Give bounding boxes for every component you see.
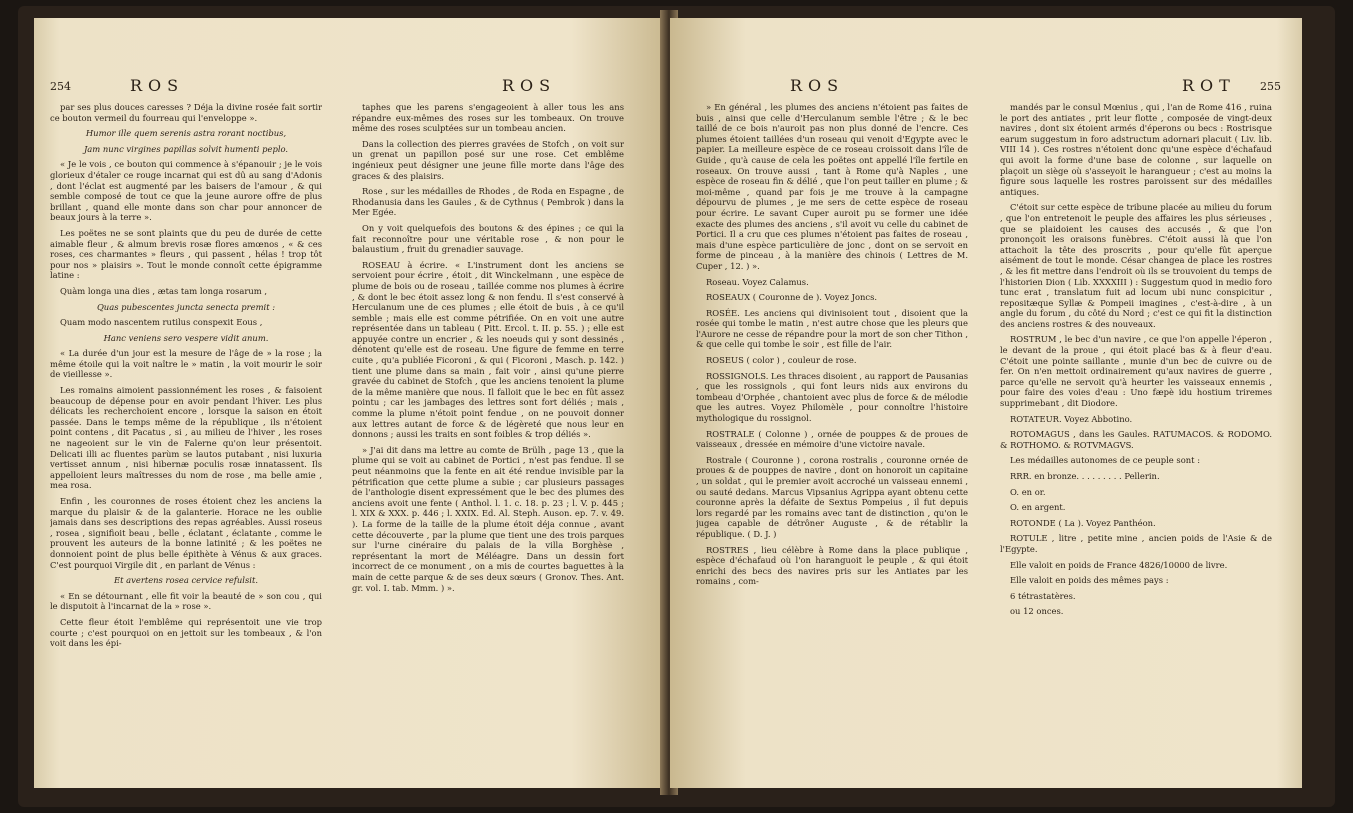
right-column-2 (1000, 102, 1272, 780)
paragraph: Roseau. Voyez Calamus. (706, 276, 809, 287)
paragraph: Quàm longa una dies , ætas tam longa rosarum , (60, 285, 267, 296)
paragraph: Les romains aimoient passionnément les roses , & faisoient beaucoup de dépense pour en avoir pendant l'hiver. Les plus délicats les recherchoient encore , lorsque la saison en étoit passée. Dans le temps même de la république , ils n'étoient point contens , dit Pacatus , si , au milieu de l'hiver , les roses ne nageoient sur le vin de Falerne qu'on leur présentoit. Delicati illi ac fluentes parùm se lautos putabant , nisi luxuria vertisset annum , nisi hibernæ poculis rosæ innatassent. Ils appelloient leurs maîtresses du nom de rose , ma belle amie , mea rosa. (50, 385, 322, 491)
right-page (670, 18, 1302, 788)
paragraph: ROSEUS ( color ) , couleur de rose. (706, 355, 857, 366)
paragraph: ROTATEUR. Voyez Abbotino. (1010, 413, 1133, 424)
paragraph: O. en argent. (1010, 502, 1066, 513)
left-page-number: 254 (50, 80, 71, 93)
paragraph: « La durée d'un jour est la mesure de l'âge de » la rose ; la même étoile qui la voit naître le » matin , la voit mourir le soir de vieillesse ». (50, 348, 322, 380)
paragraph: 6 tétrastatères. (1010, 590, 1076, 601)
paragraph: ROSTRUM , le bec d'un navire , ce que l'on appelle l'éperon , le devant de la proue , qui étoit placé bas & à fleur d'eau. C'étoit une pointe saillante , munie d'un bec de cuivre ou de fer. On n'en mettoit ordinairement qu'aux navires de guerre , parce qu'elle ne servoit qu'à heurter les vaisseaux ennemis , pour faire des voies d'eau : Uno fæpè idu hostium triremes supprimebant , dit Diodore. (1000, 334, 1272, 409)
paragraph: « En se détournant , elle fit voir la beauté de » son cou , qui le disputoit à l'incarnat de la » rose ». (50, 590, 322, 612)
paragraph: ou 12 onces. (1010, 606, 1064, 617)
paragraph: ROSEAU à écrire. « L'instrument dont les anciens se servoient pour écrire , étoit , dit Winckelmann , une espèce de plume de bois ou de roseau , taillée comme nos plumes à écrire , & dont le bec étoit assez long & non fendu. Il s'est conservé à Herculanum une de ces plumes ; elle étoit de buis , à ce qu'il semble ; mais elle est comme pétrifiée. On en voit une autre représentée dans un tableau ( Pitt. Ercol. t. II. p. 55. ) ; elle est appuyée contre un encrier , & les noeuds qui y sont dessinés , dénotent qu'elle est de roseau. Une figure de femme en terre cuite , qu'a publiée Ficoroni , & qui ( Ficoroni , Masch. p. 142. ) tient une plume dans sa main , fait voir , ainsi qu'une pierre gravée du cabinet de Stofch , que les anciens tenoient la plume de la même manière que nous. Il falloit que le bec en fût assez pointu ; car les jambages des lettres sont fort déliés ; mais , comme la plume n'étoit point fendue , on ne pouvoit donner aux lettres autant de force & de légèreté que nous leur en donnons ; aussi les traits en sont foibles & trop déliés ». (352, 259, 624, 440)
paragraph: Enfin , les couronnes de roses étoient chez les anciens la marque du plaisir & de la galanterie. Horace ne les oublie jamais dans ses descriptions des repas agréables. Aussi roseus , rosea , signifioit beau , belle , éclatant , éclatante , comme le prouvent les auteurs de la bonne latinité ; & les poëtes ne donnoient point de plus belle épithète à Vénus & aux graces. C'est pourquoi Virgile dit , en parlant de Vénus : (50, 496, 322, 570)
paragraph: ROTOMAGUS , dans les Gaules. RATUMACOS. & RODOMO. & ROTHOMO. & ROTVMAGVS. (1000, 429, 1272, 450)
paragraph: ROSTRALE ( Colonne ) , ornée de pouppes & de proues de vaisseaux , dressée en mémoire d'une victoire navale. (696, 428, 968, 450)
paragraph: Cette fleur étoit l'emblême qui représentoit une vie trop courte ; c'est pourquoi on en jettoit sur les tombeaux , & l'on voit dans les épi- (50, 616, 322, 649)
left-running-head-left: ROS (130, 76, 185, 95)
paragraph: ROSEAUX ( Couronne de ). Voyez Joncs. (706, 292, 878, 303)
paragraph: mandés par le consul Mœnius , qui , l'an de Rome 416 , ruina le port des antiates , prit leur flotte , composée de vingt-deux navires , dont six étoient armés d'éperons ou becs : Rostrisque earum suggestum in foro adstructum adornari placuit ( Liv. lib. VIII 14 ). Ces rostres n'étoient donc qu'une espèce d'échafaud qui avoit la forme d'une base de colonne , sur laquelle on plaçoit un siège où s'asseyoit le harangueur ; c'est au moins la figure sous laquelle les rostres paroissent sur des médailles antiques. (1000, 102, 1272, 197)
paragraph: Jam nunc virgines papillas solvit humenti peplo. (83, 143, 289, 154)
paragraph: » J'ai dit dans ma lettre au comte de Brülh , page 13 , que la plume qui se voit au cabinet de Portici , n'est pas fendue. Il se peut néanmoins que la fente en ait été rendue invisible par la pétrification que cette plume a subie ; car plusieurs passages de l'anthologie disent expressément que le bec des plumes des anciens avoit une fente ( Anthol. l. 1. c. 18. p. 23 ; l. V. p. 445 ; l. XIX & XXX. p. 446 ; l. XXIX. Ed. Al. Steph. Auson. ep. 7. v. 49. ). La forme de la taille de la plume étoit déja connue , avant cette découverte , par la plume que tient une des trois parques sur l'urne cinéraire du palais de la villa Borghèse , représentant la mort de Méléagre. Dans un dessin fort incorrect de ce monument , on a mis de courtes baguettes à la main de cette parque & de ses deux sœurs ( Gronov. Thes. Ant. gr. vol. I. tab. Mmm. ) ». (352, 444, 624, 593)
paragraph: ROSÉE. Les anciens qui divinisoient tout , disoient que la rosée qui tombe le matin , n'est autre chose que les pleurs que l'Aurore ne cesse de répandre pour la mort de son cher Tithon , & que celle qui tombe le soir , est fille de l'air. (696, 307, 968, 350)
paragraph: Les poëtes ne se sont plaints que du peu de durée de cette aimable fleur , & almum brevis rosæ flores amœnos , « & ces roses, ces charmantes » fleurs , qui passent , hélas ! trop tôt pour nos » plaisirs ». Tout le monde connoît cette épigramme latine : (50, 227, 322, 281)
paragraph: ROTULE , litre , petite mine , ancien poids de l'Asie & de l'Egypte. (1000, 533, 1272, 554)
paragraph: RRR. en bronze. . . . . . . . . Pellerin. (1010, 471, 1160, 481)
paragraph: Rostrale ( Couronne ) , corona rostralis , couronne ornée de proues & de pouppes de navire , dont on honoroit un capitaine , un soldat , qui le premier avoit accroché un vaisseau ennemi , ou sauté dedans. Marcus Vipsanius Agrippa ayant obtenu cette couronne après la défaite de Sextus Pompeius , il fut depuis lors regardé par les romains avec tant de distinction , qu'on le jugea capable de détrôner Auguste , & de rétablir la république. ( D. J. ) (696, 454, 968, 539)
paragraph: On y voit quelquefois des boutons & des épines ; ce qui la fait reconnoître pour une véritable rose , & non pour le balaustium , fruit du grenadier sauvage. (352, 222, 624, 255)
right-column-1 (696, 102, 968, 780)
right-page-number: 255 (1260, 80, 1281, 93)
left-running-head-right: ROS (502, 76, 557, 95)
paragraph: Quam modo nascentem rutilus conspexit Eous , (60, 317, 263, 328)
paragraph: ROSSIGNOLS. Les thraces disoient , au rapport de Pausanias , que les rossignols , qui font leurs nids aux environs du tombeau d'Orphée , chantoient avec plus de force & de mélodie que les autres. Voyez Philomèle , pour connoître l'histoire mythologique du rossignol. (696, 370, 968, 424)
paragraph: ROTONDE ( La ). Voyez Panthéon. (1010, 517, 1156, 528)
paragraph: Quas pubescentes juncta senecta premit : (96, 301, 276, 312)
paragraph: Rose , sur les médailles de Rhodes , de Roda en Espagne , de Rhodanusia dans les Gaules , & de Cythnus ( Pembrok ) dans la Mer Egée. (352, 186, 624, 218)
paragraph: Elle valoit en poids des mêmes pays : (1010, 575, 1169, 586)
paragraph: « Je le vois , ce bouton qui commence à s'épanouir ; je le vois glorieux d'étaler ce rouge incarnat qui est dû au sang d'Adonis , dont l'éclat est augmenté par les baisers de l'amour , & qui semble composé de tout ce que la jeune aurore offre de plus brillant , quand elle monte dans son char pour annoncer de beaux jours à la terre ». (50, 159, 322, 223)
left-column-1 (50, 102, 322, 780)
left-page (34, 18, 666, 788)
paragraph: par ses plus douces caresses ? Déja la divine rosée fait sortir ce bouton vermeil du fourreau qui l'enveloppe ». (50, 102, 322, 123)
paragraph: taphes que les parens s'engageoient à aller tous les ans répandre eux-mêmes des roses sur les tombeaux. On trouve même des roses sculptées sur un tombeau ancien. (352, 102, 624, 134)
paragraph: O. en or. (1010, 486, 1046, 497)
right-running-head-left: ROS (790, 76, 845, 95)
paragraph: Et avertens rosea cervice refulsit. (114, 575, 258, 586)
paragraph: C'étoit sur cette espèce de tribune placée au milieu du forum , que l'on entretenoit le peuple des affaires les plus sérieuses , que se plaidoient les causes des accusés , & que l'on prononçoit les oraisons funèbres. C'étoit aussi là que l'on attachoit la tête des proscrits , pour qu'elle fût aperçue aisément de tout le monde. César changea de place les rostres , & les fit mettre dans l'endroit où ils se trouvoient du temps de l'historien Dion ( Lib. XXXXIII ) : Suggestum quod in medio foro tunc erat , translatum fuit ad locum ubi nunc conspicitur , repositæque Syllæ & Pompeii imagines , c'est-à-dire , à un angle du forum , du côté du Nord ; c'est ce qui fit la distinction des anciens rostres & des nouveaux. (1000, 202, 1272, 329)
paragraph: » En général , les plumes des anciens n'étoient pas faites de buis , ainsi que celle d'Herculanum semble l'être ; & le bec taillé de ce bois n'auroit pas non plus donné de l'encre. Ces plumes étoient taillées d'un roseau qui venoit d'Egypte avec le papier. La meilleure espèce de ce roseau croissoit dans l'île de Guide , qu'à cause de cela les poëtes ont appellé l'île fertile en roseaux. On trouve aussi , tant à Rome qu'à Naples , une espèce de roseau fin & délié , que l'on peut tailler en plume ; & moi-même , quand par fois je me trouve à la campagne dépourvu de plumes , je me sers de cette espèce de roseau pour écrire. Le savant Cuper auroit pu se former une idée exacte des plumes des anciens , s'il avoit vu celle du cabinet de Portici. Il a cru que ces plumes n'étoient pas faites de roseau , mais d'une espèce particulière de jonc , dont on se servoit en forme de pinceau , à la manière des chinois ( Lettres de M. Cuper , 12. ) ». (696, 102, 968, 271)
right-running-head-right: ROT (1182, 76, 1236, 95)
paragraph: Hanc veniens sero vespere vidit anum. (103, 332, 269, 343)
paragraph: Elle valoit en poids de France 4826/10000 de livre. (1010, 559, 1228, 570)
paragraph: Dans la collection des pierres gravées de Stofch , on voit sur un grenat un papillon posé sur une rose. Cet emblême ingénieux peut désigner une jeune fille morte dans l'âge des graces & des plaisirs. (352, 138, 624, 181)
left-column-2 (352, 102, 624, 780)
paragraph: ROSTRES , lieu célèbre à Rome dans la place publique , espèce d'échafaud où l'on haranguoit le peuple , & qui étoit enrichi des becs des navires pris sur les Antiates par les romains , com- (696, 544, 968, 587)
paragraph: Les médailles autonomes de ce peuple sont : (1010, 455, 1201, 466)
paragraph: Humor ille quem serenis astra rorant noctibus, (85, 128, 287, 139)
